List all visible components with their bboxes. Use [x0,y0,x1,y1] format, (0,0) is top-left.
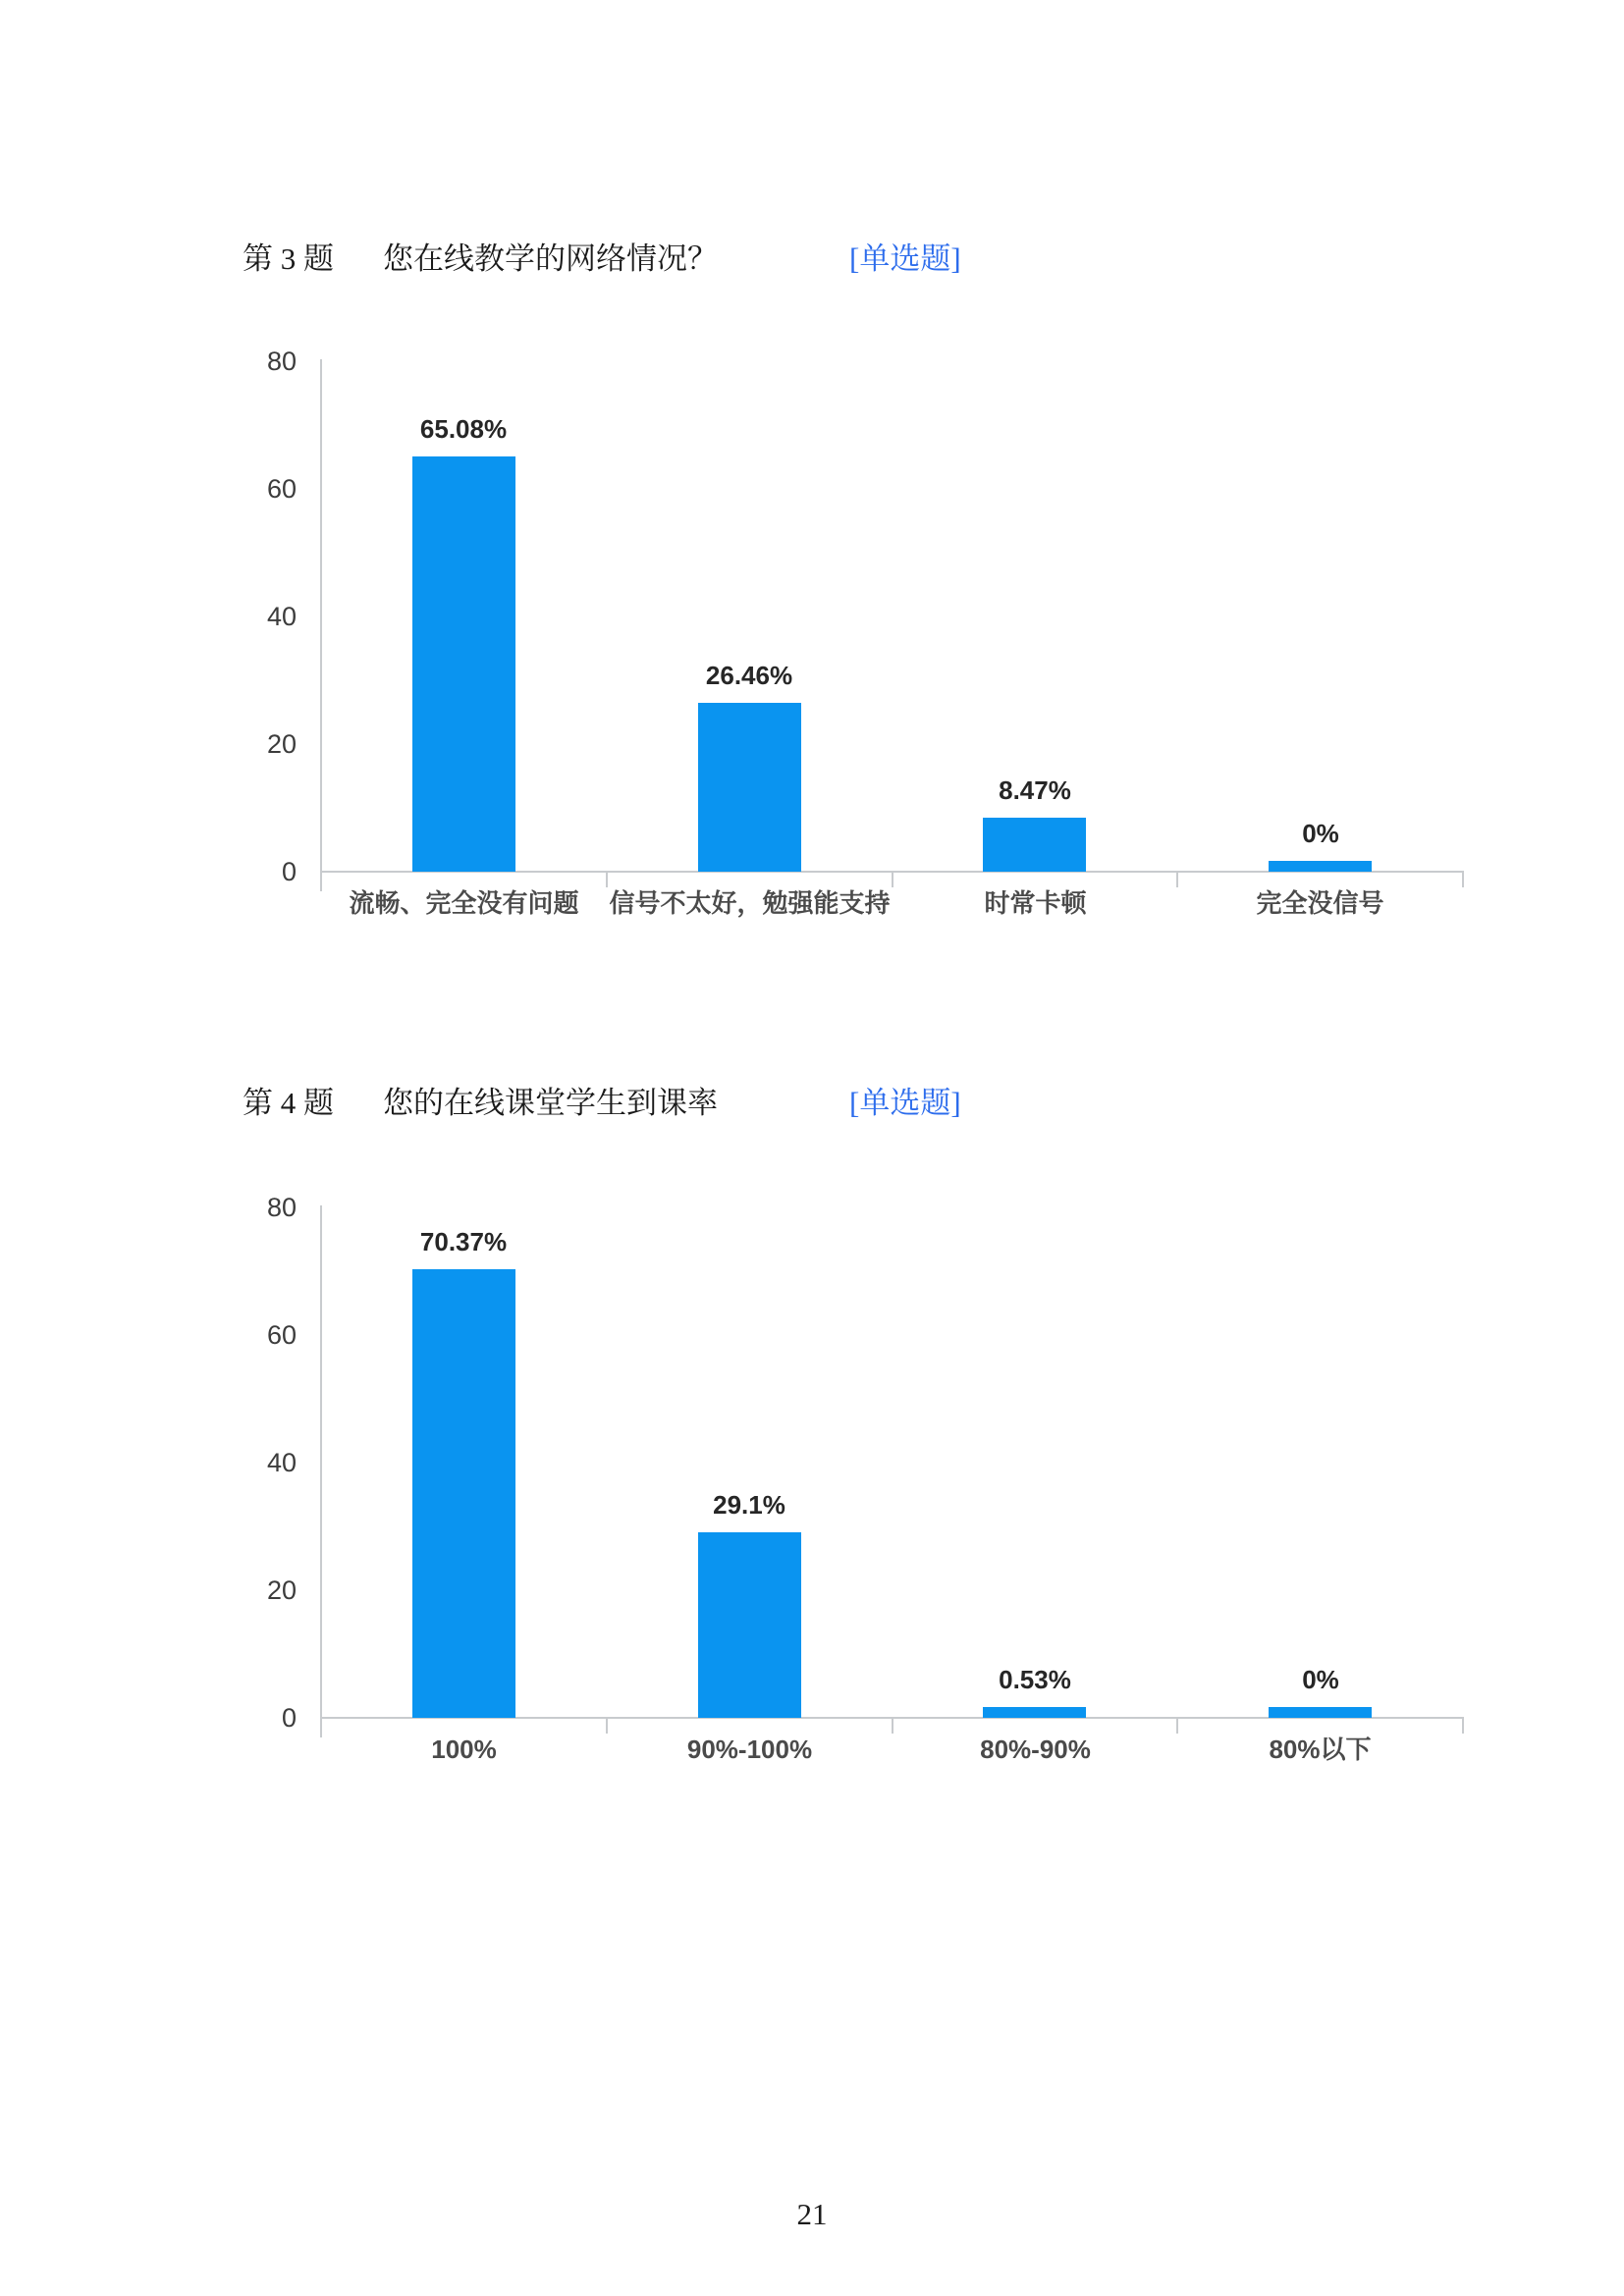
category-label: 信号不太好，勉强能支持 [609,888,891,918]
bar-value-label: 0% [1302,819,1339,848]
bar [983,818,1086,872]
bar [1269,861,1372,872]
question-title: 您在线教学的网络情况？ [383,241,718,276]
bar-value-label: 70.37% [419,1227,508,1256]
category-label: 80%以下 [1269,1735,1372,1764]
bar-value-label: 0.53% [999,1665,1071,1694]
category-label: 100% [431,1735,497,1764]
y-axis-line [320,1205,322,1737]
bar [412,456,515,872]
y-tick-label: 40 [266,1448,297,1477]
y-tick-label: 20 [266,1575,297,1605]
question-type-tag: [单选题] [849,1086,961,1120]
bar-value-label: 65.08% [419,414,508,444]
y-tick-label: 0 [281,857,297,886]
y-tick-label: 60 [266,1320,297,1350]
y-axis-line [320,359,322,891]
bar [983,1707,1086,1718]
category-label: 90%-100% [686,1735,813,1764]
category-label: 流畅、完全没有问题 [349,888,579,918]
y-tick-label: 20 [266,729,297,759]
bar [412,1269,515,1718]
category-label: 时常卡顿 [984,888,1087,918]
bar [698,1532,801,1718]
y-tick-label: 60 [266,474,297,504]
page-number: 21 [796,2197,828,2231]
question-number: 第 4 题 [243,1086,334,1120]
y-tick-label: 40 [266,602,297,631]
question-3-title-row [0,238,1624,281]
y-tick-label: 80 [266,1193,297,1222]
question-number: 第 3 题 [243,241,334,276]
bar-value-label: 29.1% [713,1490,785,1520]
bar [698,703,801,872]
y-tick-label: 80 [266,347,297,376]
question-4-title-row [0,1082,1624,1125]
bar-value-label: 26.46% [705,661,793,690]
category-label: 完全没信号 [1256,888,1384,918]
bar [1269,1707,1372,1718]
bar-value-label: 8.47% [999,775,1071,805]
question-type-tag: [单选题] [849,241,961,276]
y-tick-label: 0 [281,1703,297,1733]
bar-value-label: 0% [1302,1665,1339,1694]
bar-chart-q3 [0,344,1624,972]
question-title: 您的在线课堂学生到课率 [383,1086,718,1120]
bar-chart-q4 [0,1190,1624,1818]
category-label: 80%-90% [980,1735,1091,1764]
